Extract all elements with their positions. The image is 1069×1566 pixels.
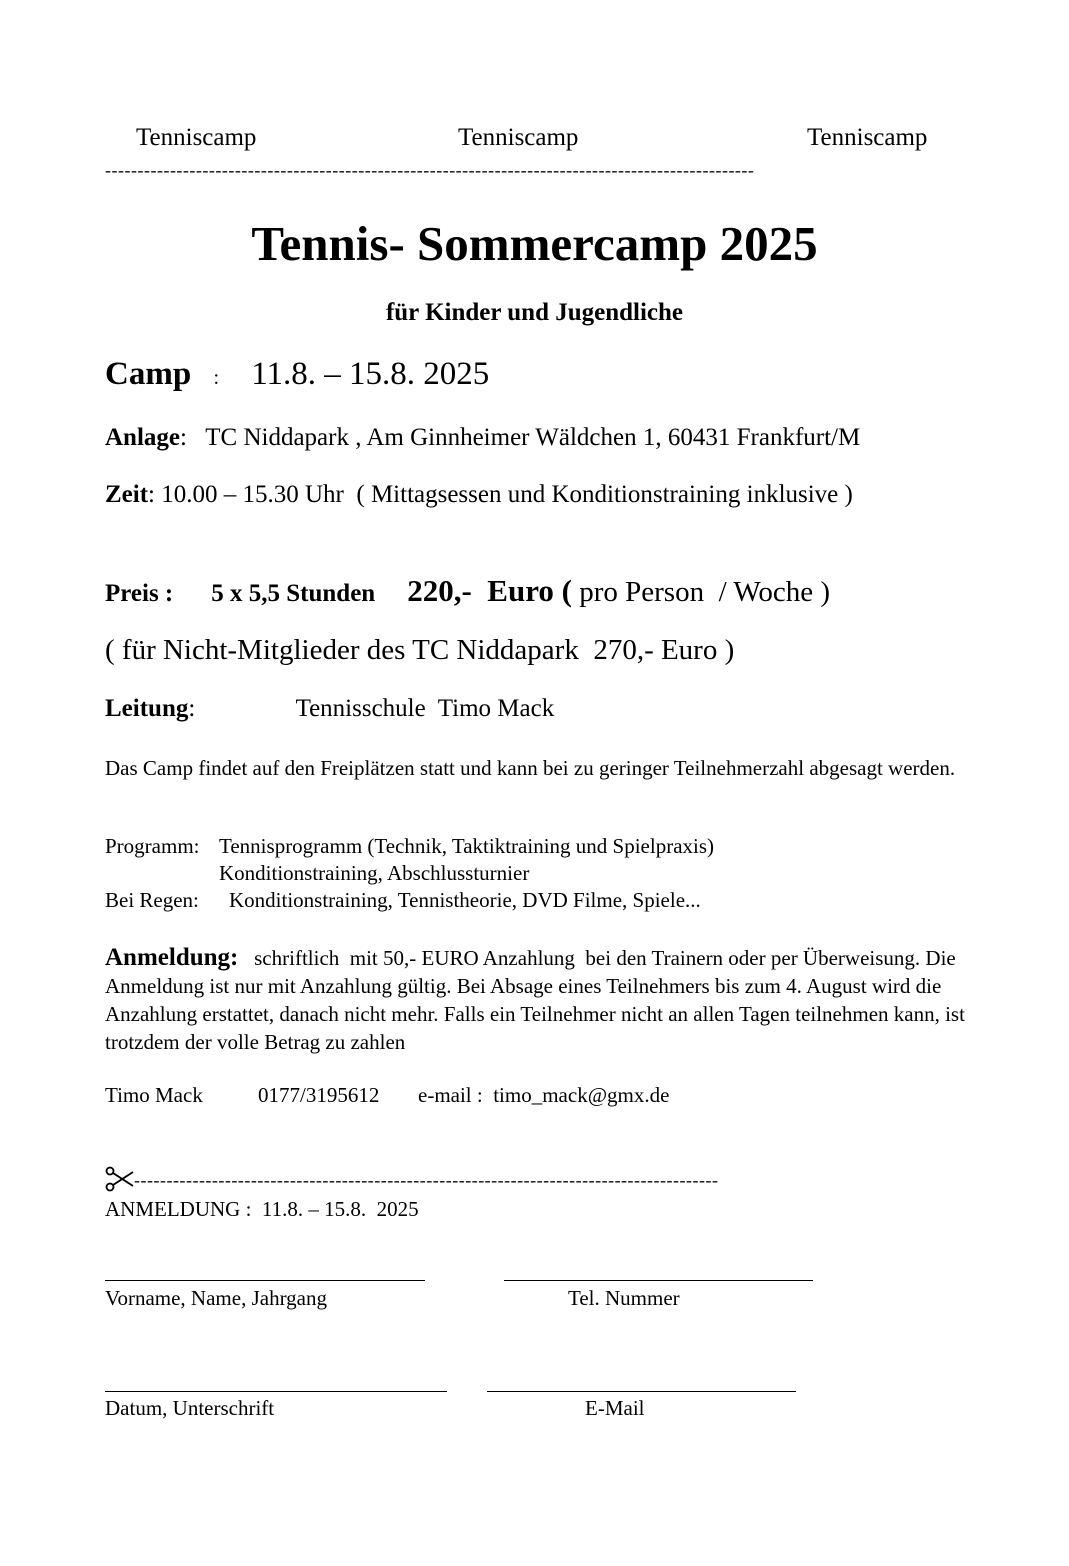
field-label-signature: Datum, Unterschrift (105, 1396, 275, 1420)
leitung-value: Tennisschule Timo Mack (295, 695, 555, 722)
preis-row (105, 573, 830, 609)
nonmember-price: ( für Nicht-Mitglieder des TC Niddapark 270,- Euro ) (105, 634, 735, 666)
header-divider: ---------------------------------------------------------------------------------------------------- (105, 160, 755, 180)
zeit-row (105, 481, 853, 509)
anmeldung-paragraph (105, 944, 975, 1056)
leitung-label: Leitung (105, 695, 189, 722)
header-word-center: Tenniscamp (458, 124, 579, 151)
field-label-phone: Tel. Nummer (568, 1286, 680, 1310)
cut-dashes: ------------------------------------------------------------------------------------------ (134, 1170, 719, 1190)
anlage-row (105, 424, 860, 452)
field-line-phone (504, 1280, 813, 1281)
contact-phone: 0177/3195612 (258, 1083, 380, 1107)
programm-label: Programm: (105, 834, 200, 858)
field-label-email: E-Mail (585, 1396, 645, 1420)
header-word-left: Tenniscamp (136, 124, 257, 151)
regen-value: Konditionstraining, Tennistheorie, DVD Filme, Spiele... (229, 888, 701, 912)
zeit-label: Zeit (105, 481, 149, 508)
page-title: Tennis- Sommercamp 2025 (251, 216, 818, 271)
page-subtitle: für Kinder und Jugendliche (385, 299, 684, 326)
scissors-icon (105, 1166, 135, 1192)
anlage-label: Anlage (105, 424, 180, 451)
zeit-value: : 10.00 – 15.30 Uhr ( Mittagsessen und Konditionstraining inklusive ) (148, 481, 853, 508)
camp-label: Camp (105, 356, 192, 392)
regen-label: Bei Regen: (105, 888, 199, 912)
preis-hours: 5 x 5,5 Stunden (211, 580, 376, 607)
field-line-name (105, 1280, 425, 1281)
camp-note: Das Camp findet auf den Freiplätzen statt und kann bei zu geringer Teilnehmerzahl abgesagt werden. (105, 756, 956, 780)
camp-dates: 11.8. – 15.8. 2025 (251, 356, 490, 392)
leitung-sep: : (188, 695, 196, 722)
preis-per: pro Person / Woche ) (571, 576, 831, 608)
programm-line2: Konditionstraining, Abschlussturnier (219, 861, 530, 885)
field-line-email (487, 1391, 796, 1392)
preis-amount: 220,- Euro ( (407, 573, 572, 608)
camp-sep: : (213, 367, 219, 389)
field-label-name: Vorname, Name, Jahrgang (105, 1286, 327, 1310)
anmeldung-text: schriftlich mit 50,- EURO Anzahlung bei den Trainern oder per Überweisung. Die Anmeldung ist nur mit Anzahlung gültig. Bei Absage eines Teilnehmers bis zum 4. August wird die Anzahlung erstattet, danach nicht mehr. Falls ein Teilnehmer nicht an allen Tagen teilnehmen kann, ist trotzdem der volle Betrag zu zahlen (105, 946, 971, 1054)
contact-name: Timo Mack (105, 1083, 203, 1107)
anmeldung-label: Anmeldung: (105, 944, 239, 971)
header-word-right: Tenniscamp (807, 124, 928, 151)
field-line-signature (105, 1391, 447, 1392)
programm-line1: Tennisprogramm (Technik, Taktiktraining und Spielpraxis) (219, 834, 715, 858)
contact-email: e-mail : timo_mack@gmx.de (418, 1083, 670, 1107)
form-heading: ANMELDUNG : 11.8. – 15.8. 2025 (105, 1197, 419, 1221)
camp-row (105, 356, 489, 393)
anlage-value: : TC Niddapark , Am Ginnheimer Wäldchen 1, 60431 Frankfurt/M (180, 424, 861, 451)
leitung-row (105, 695, 554, 723)
preis-label: Preis : (105, 580, 174, 607)
